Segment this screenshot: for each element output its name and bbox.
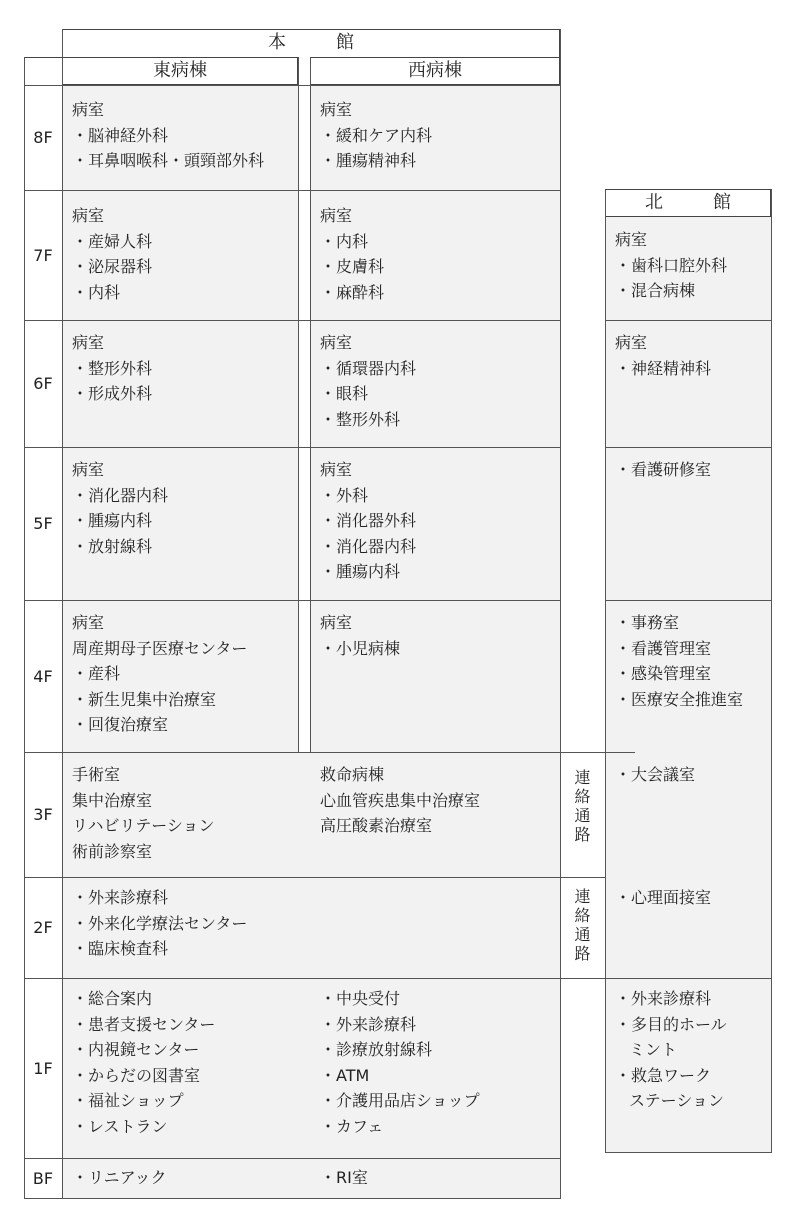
grid-line [771, 189, 772, 1153]
grid-line [24, 85, 561, 86]
cell-line: ・新生児集中治療室 [72, 689, 217, 709]
cell-line: ミント [629, 1040, 678, 1060]
cell-1f-right [320, 986, 480, 1140]
cell-bf-right [320, 1165, 368, 1191]
cell-line: ・事務室 [615, 613, 680, 632]
connector-3f: 連絡通路 [560, 752, 605, 877]
floor-label-4f: 4F [24, 600, 62, 752]
cell-line: ・泌尿器科 [72, 257, 153, 277]
cell-line: ・産科 [72, 664, 121, 684]
cell-line: ・外来診療科 [320, 1014, 417, 1034]
cell-line: ・消化器外科 [320, 511, 417, 531]
cell-6f-west [310, 320, 560, 447]
cell-line: ・内科 [72, 282, 121, 302]
floor-label-1f: 1F [24, 978, 62, 1158]
cell-5f-west [310, 447, 560, 600]
cell-line: ・皮膚科 [320, 257, 385, 277]
cell-line: ・混合病棟 [615, 281, 696, 301]
floor-label-6f: 6F [24, 320, 62, 447]
cell-line: 心血管疾患集中治療室 [320, 790, 481, 810]
cell-line: 救命病棟 [320, 765, 385, 784]
cell-line: 病室 [615, 230, 648, 249]
cell-7f-west [310, 190, 560, 320]
cell-line: ・外来診療科 [615, 989, 712, 1008]
cell-line: ・外来診療科 [72, 888, 169, 907]
grid-line [605, 600, 771, 601]
cell-line: 病室 [320, 100, 353, 119]
cell-line: 病室 [320, 206, 353, 225]
cell-line: ・腫瘍精神科 [320, 151, 417, 171]
grid-line [24, 877, 605, 878]
cell-7f-east [62, 190, 298, 320]
cell-3f-left [72, 762, 215, 864]
east-ward-title: 東病棟 [62, 57, 298, 85]
cell-line: 周産期母子医療センター [72, 638, 248, 658]
grid-line [24, 1198, 561, 1199]
cell-2f-north [605, 877, 771, 978]
main-building-title: 本 館 [62, 29, 560, 57]
cell-line: ・緩和ケア内科 [320, 125, 433, 145]
grid-line [605, 320, 771, 321]
cell-line: 病室 [320, 460, 353, 479]
cell-4f-west [310, 600, 560, 752]
cell-line: ・整形外科 [72, 358, 153, 378]
cell-line: ・内科 [320, 231, 369, 251]
grid-line [24, 57, 25, 1198]
cell-line: ・中央受付 [320, 989, 401, 1008]
cell-line: ・神経精神科 [615, 358, 712, 378]
cell-line: ・救急ワーク [615, 1065, 712, 1085]
cell-line: ステーション [629, 1091, 725, 1111]
cell-line: ・カフェ [320, 1116, 384, 1136]
cell-line: ・消化器内科 [320, 536, 417, 556]
cell-line: 病室 [72, 333, 105, 352]
grid-line [605, 1152, 772, 1153]
grid-line [24, 447, 561, 448]
cell-line: 病室 [72, 100, 105, 119]
cell-2f-main [62, 877, 560, 978]
grid-line [24, 600, 561, 601]
cell-line: ・総合案内 [72, 989, 153, 1008]
grid-line [24, 978, 771, 979]
grid-line [605, 447, 771, 448]
cell-line: ・循環器内科 [320, 358, 417, 378]
cell-line: ・内視鏡センター [72, 1040, 200, 1060]
cell-line: リハビリテーション [72, 816, 215, 836]
cell-line: 病室 [72, 206, 105, 225]
grid-line [62, 29, 63, 1198]
cell-line: ・脳神経外科 [72, 125, 169, 145]
cell-line: ・眼科 [320, 384, 369, 404]
cell-line: ・リニアック [72, 1168, 167, 1187]
cell-line: ・腫瘍内科 [320, 562, 401, 582]
cell-line: ・看護研修室 [615, 460, 712, 479]
cell-line: 高圧酸素治療室 [320, 816, 433, 836]
cell-line: ・患者支援センター [72, 1014, 216, 1034]
grid-line [24, 752, 561, 753]
cell-line: ・大会議室 [615, 765, 696, 784]
floor-label-7f: 7F [24, 190, 62, 320]
cell-line: 病室 [320, 333, 353, 352]
cell-4f-east [62, 600, 298, 752]
cell-8f-east [62, 85, 298, 190]
cell-line: ・介護用品店ショップ [320, 1091, 480, 1111]
grid-line [24, 1158, 561, 1159]
cell-4f-north [605, 600, 771, 752]
floor-label-5f: 5F [24, 447, 62, 600]
cell-line: ・回復治療室 [72, 715, 169, 735]
cell-line: ・医療安全推進室 [615, 689, 744, 709]
cell-line: ・外科 [320, 485, 369, 505]
cell-line: 病室 [320, 613, 353, 632]
cell-line: ・麻酔科 [320, 282, 385, 302]
cell-line: ・歯科口腔外科 [615, 255, 728, 275]
cell-8f-west [310, 85, 560, 190]
cell-line: 病室 [72, 460, 105, 479]
cell-line: ・診療放射線科 [320, 1040, 433, 1060]
cell-3f-right [320, 762, 480, 839]
cell-line: ・からだの図書室 [72, 1065, 201, 1085]
cell-line: ・耳鼻咽喉科・頭頸部外科 [72, 151, 265, 171]
cell-7f-north [605, 217, 771, 320]
cell-line: 集中治療室 [72, 790, 153, 810]
cell-line: ・看護管理室 [615, 638, 712, 658]
cell-bf-left [72, 1165, 167, 1191]
cell-line: ・腫瘍内科 [72, 511, 153, 531]
cell-1f-north [605, 978, 771, 1152]
cell-6f-north [605, 320, 771, 447]
cell-line: 術前診察室 [72, 841, 153, 861]
cell-line: ・整形外科 [320, 409, 401, 429]
cell-line: ・産婦人科 [72, 231, 153, 251]
cell-line: 病室 [615, 333, 648, 352]
grid-line [605, 189, 606, 1152]
cell-line: ・形成外科 [72, 384, 153, 404]
floor-label-8f: 8F [24, 85, 62, 190]
cell-5f-north [605, 447, 771, 600]
cell-line: ・福祉ショップ [72, 1091, 184, 1111]
cell-line: ・ATM [320, 1065, 370, 1085]
cell-3f-north [605, 752, 771, 877]
cell-6f-east [62, 320, 298, 447]
grid-line [24, 320, 561, 321]
cell-line: ・小児病棟 [320, 638, 401, 658]
cell-5f-east [62, 447, 298, 600]
grid-line [310, 57, 311, 752]
cell-line: ・消化器内科 [72, 485, 169, 505]
cell-line: ・心理面接室 [615, 888, 712, 907]
cell-line: ・RI室 [320, 1168, 368, 1187]
floor-label-2f: 2F [24, 877, 62, 978]
cell-line: ・外来化学療法センター [72, 913, 248, 933]
floor-label-bf: BF [24, 1158, 62, 1198]
cell-line: ・レストラン [72, 1116, 168, 1136]
west-ward-title: 西病棟 [310, 57, 560, 85]
cell-line: ・臨床検査科 [72, 939, 169, 959]
cell-line: ・感染管理室 [615, 664, 712, 684]
cell-1f-left [72, 986, 215, 1140]
north-building-title: 北 館 [605, 189, 771, 217]
floor-label-3f: 3F [24, 752, 62, 877]
connector-2f: 連絡通路 [560, 877, 605, 978]
grid-line [560, 29, 561, 1198]
divider-gap [299, 85, 310, 752]
grid-line [560, 752, 635, 753]
cell-line: 病室 [72, 613, 105, 632]
cell-line: 手術室 [72, 765, 121, 784]
grid-line [24, 190, 561, 191]
floor-column-header [24, 57, 62, 85]
cell-line: ・放射線科 [72, 536, 153, 556]
cell-line: ・多目的ホール [615, 1014, 727, 1034]
